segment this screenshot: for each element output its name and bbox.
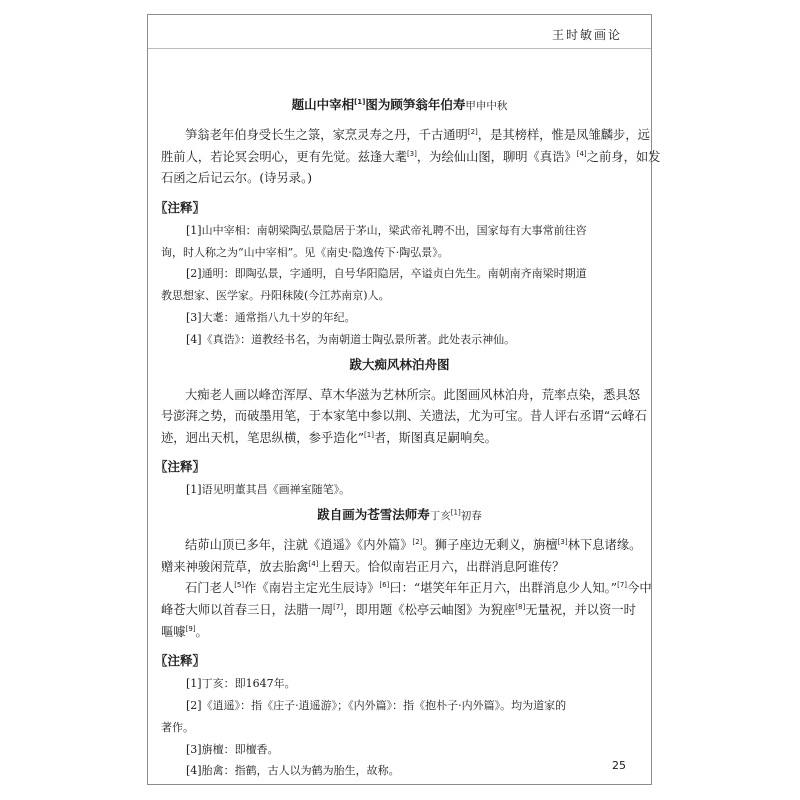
note-line: [4]《真诰》：道教经书名，为南朝道士陶弘景所著。此处表示神仙。 — [186, 332, 516, 346]
footnote-marker: [1] — [354, 97, 366, 106]
section-title-text: 跋大痴风林泊舟图 — [349, 356, 450, 372]
body-line: 胜前人，若论冥会明心，更有先觉。兹逢大耄[3]，为绘仙山图，聊明《真诰》[4]之前身，如发 — [161, 149, 661, 164]
body-paragraph — [161, 535, 652, 643]
section-title — [161, 95, 638, 125]
footnote-marker: [1] — [450, 508, 461, 517]
body-line: 号澎湃之势，而破墨用笔，于本家笔中参以荆、关遗法，尤为可宝。昔人评右丞谓“云峰石 — [161, 409, 647, 424]
note-item — [161, 673, 638, 695]
note-item — [161, 479, 638, 501]
note-line: 教思想家、医学家。丹阳秣陵(今江苏南京)人。 — [161, 289, 390, 303]
note-line: [1]丁亥：即1647年。 — [186, 677, 296, 691]
footnote-marker: [7] — [617, 581, 628, 590]
notes-heading: 〖注释〗 — [155, 653, 206, 669]
note-line: [3]大耄：通常指八九十岁的年纪。 — [186, 310, 356, 324]
footnote-marker: [8] — [515, 602, 526, 611]
body-line: 迹，迥出天机，笔思纵横，参乎造化”[1]者，斯图真足嗣响矣。 — [161, 430, 497, 445]
note-item — [161, 263, 638, 307]
body-line: 石门老人[5]作《南岩主定光生辰诗》[6]曰：“堪笑年年正月六，出群消息少人知。”[7]今中 — [185, 581, 652, 596]
header-rule — [148, 48, 651, 49]
body-line: 石函之后记云尔。(诗另录。) — [161, 171, 313, 186]
body-line: 峰苍大师以首春三日，法腊一周[7]，即用题《松亭云岫图》为猊座[8]无量祝，并以资一时 — [161, 602, 636, 617]
section-title-date: 甲申中秋 — [465, 100, 508, 112]
running-head: 王时敏画论 — [551, 28, 622, 42]
body-line: 赠来神骏闲荒草，放去胎禽[4]上碧天。恰似南岩正月六，出群消息阿谁传？ — [161, 559, 565, 574]
section-title-text: 图为顾笋翁年伯寿 — [365, 97, 466, 112]
body-line: 大痴老人画以峰峦浑厚、草木华滋为艺林所宗。此图画风林泊舟，荒率点染，悉具怒 — [185, 387, 640, 402]
footnote-marker: [1] — [364, 430, 374, 439]
note-line: 著作。 — [161, 720, 194, 734]
footnote-marker: [7] — [333, 602, 344, 611]
notes-heading: 〖注释〗 — [155, 199, 206, 215]
footnote-marker: [2] — [412, 538, 423, 547]
section-title — [161, 355, 638, 385]
note-line: [2]《逍遥》：指《庄子·逍遥游》；《内外篇》：指《抱朴子·内外篇》。均为道家的 — [186, 698, 567, 712]
body-paragraph — [161, 385, 647, 450]
note-item — [161, 760, 638, 782]
note-line: [1]语见明董其昌《画禅室随笔》。 — [186, 483, 351, 497]
footnote-marker: [2] — [467, 127, 478, 136]
note-line: 询，时人称之为“山中宰相”。见《南史·隐逸传下·陶弘景》。 — [161, 245, 449, 259]
body-line: 笋翁老年伯身受长生之箓，家烹灵寿之丹，千古通明[2]，是其榜样，惟是凤雏麟步，远 — [185, 127, 650, 142]
note-line: [2]通明：即陶弘景，字通明，自号华阳隐居，卒谥贞白先生。南朝南齐南梁时期道 — [186, 267, 587, 281]
note-item — [161, 329, 638, 351]
body-line: 嘔噱[9]。 — [161, 624, 208, 639]
notes-heading: 〖注释〗 — [155, 459, 206, 475]
note-line: [1]山中宰相：南朝梁陶弘景隐居于茅山，梁武帝礼聘不出，国家每有大事常前往咨 — [186, 223, 587, 237]
footnote-marker: [3] — [557, 538, 568, 547]
note-item — [161, 739, 638, 761]
note-item — [161, 695, 638, 739]
footnote-marker: [9] — [185, 624, 196, 633]
section-title-text: 题山中宰相 — [291, 97, 355, 112]
section-title — [161, 505, 638, 535]
footnote-marker: [4] — [576, 149, 587, 158]
section-title-text: 跋自画为苍雪法师寿 — [317, 507, 430, 523]
page-number: 25 — [612, 759, 626, 772]
book-page — [147, 14, 661, 785]
note-line: [4]胎禽：指鹤，古人以为鹤为胎生，故称。 — [186, 764, 400, 778]
body-line: 结茆山顶已多年，注就《逍遥》《内外篇》[2]。狮子座边无剩义，旃檀[3]林下息诸缘。 — [185, 538, 642, 553]
section-title-date: 丁亥[1]初春 — [429, 508, 482, 523]
footnote-marker: [3] — [406, 149, 417, 158]
note-item — [161, 220, 638, 264]
page-content — [155, 95, 661, 782]
footnote-marker: [4] — [308, 559, 319, 568]
note-item — [161, 307, 638, 329]
note-line: [3]旃檀：即檀香。 — [186, 742, 279, 756]
footnote-marker: [6] — [379, 581, 390, 590]
body-paragraph — [161, 125, 661, 190]
footnote-marker: [5] — [234, 581, 245, 590]
